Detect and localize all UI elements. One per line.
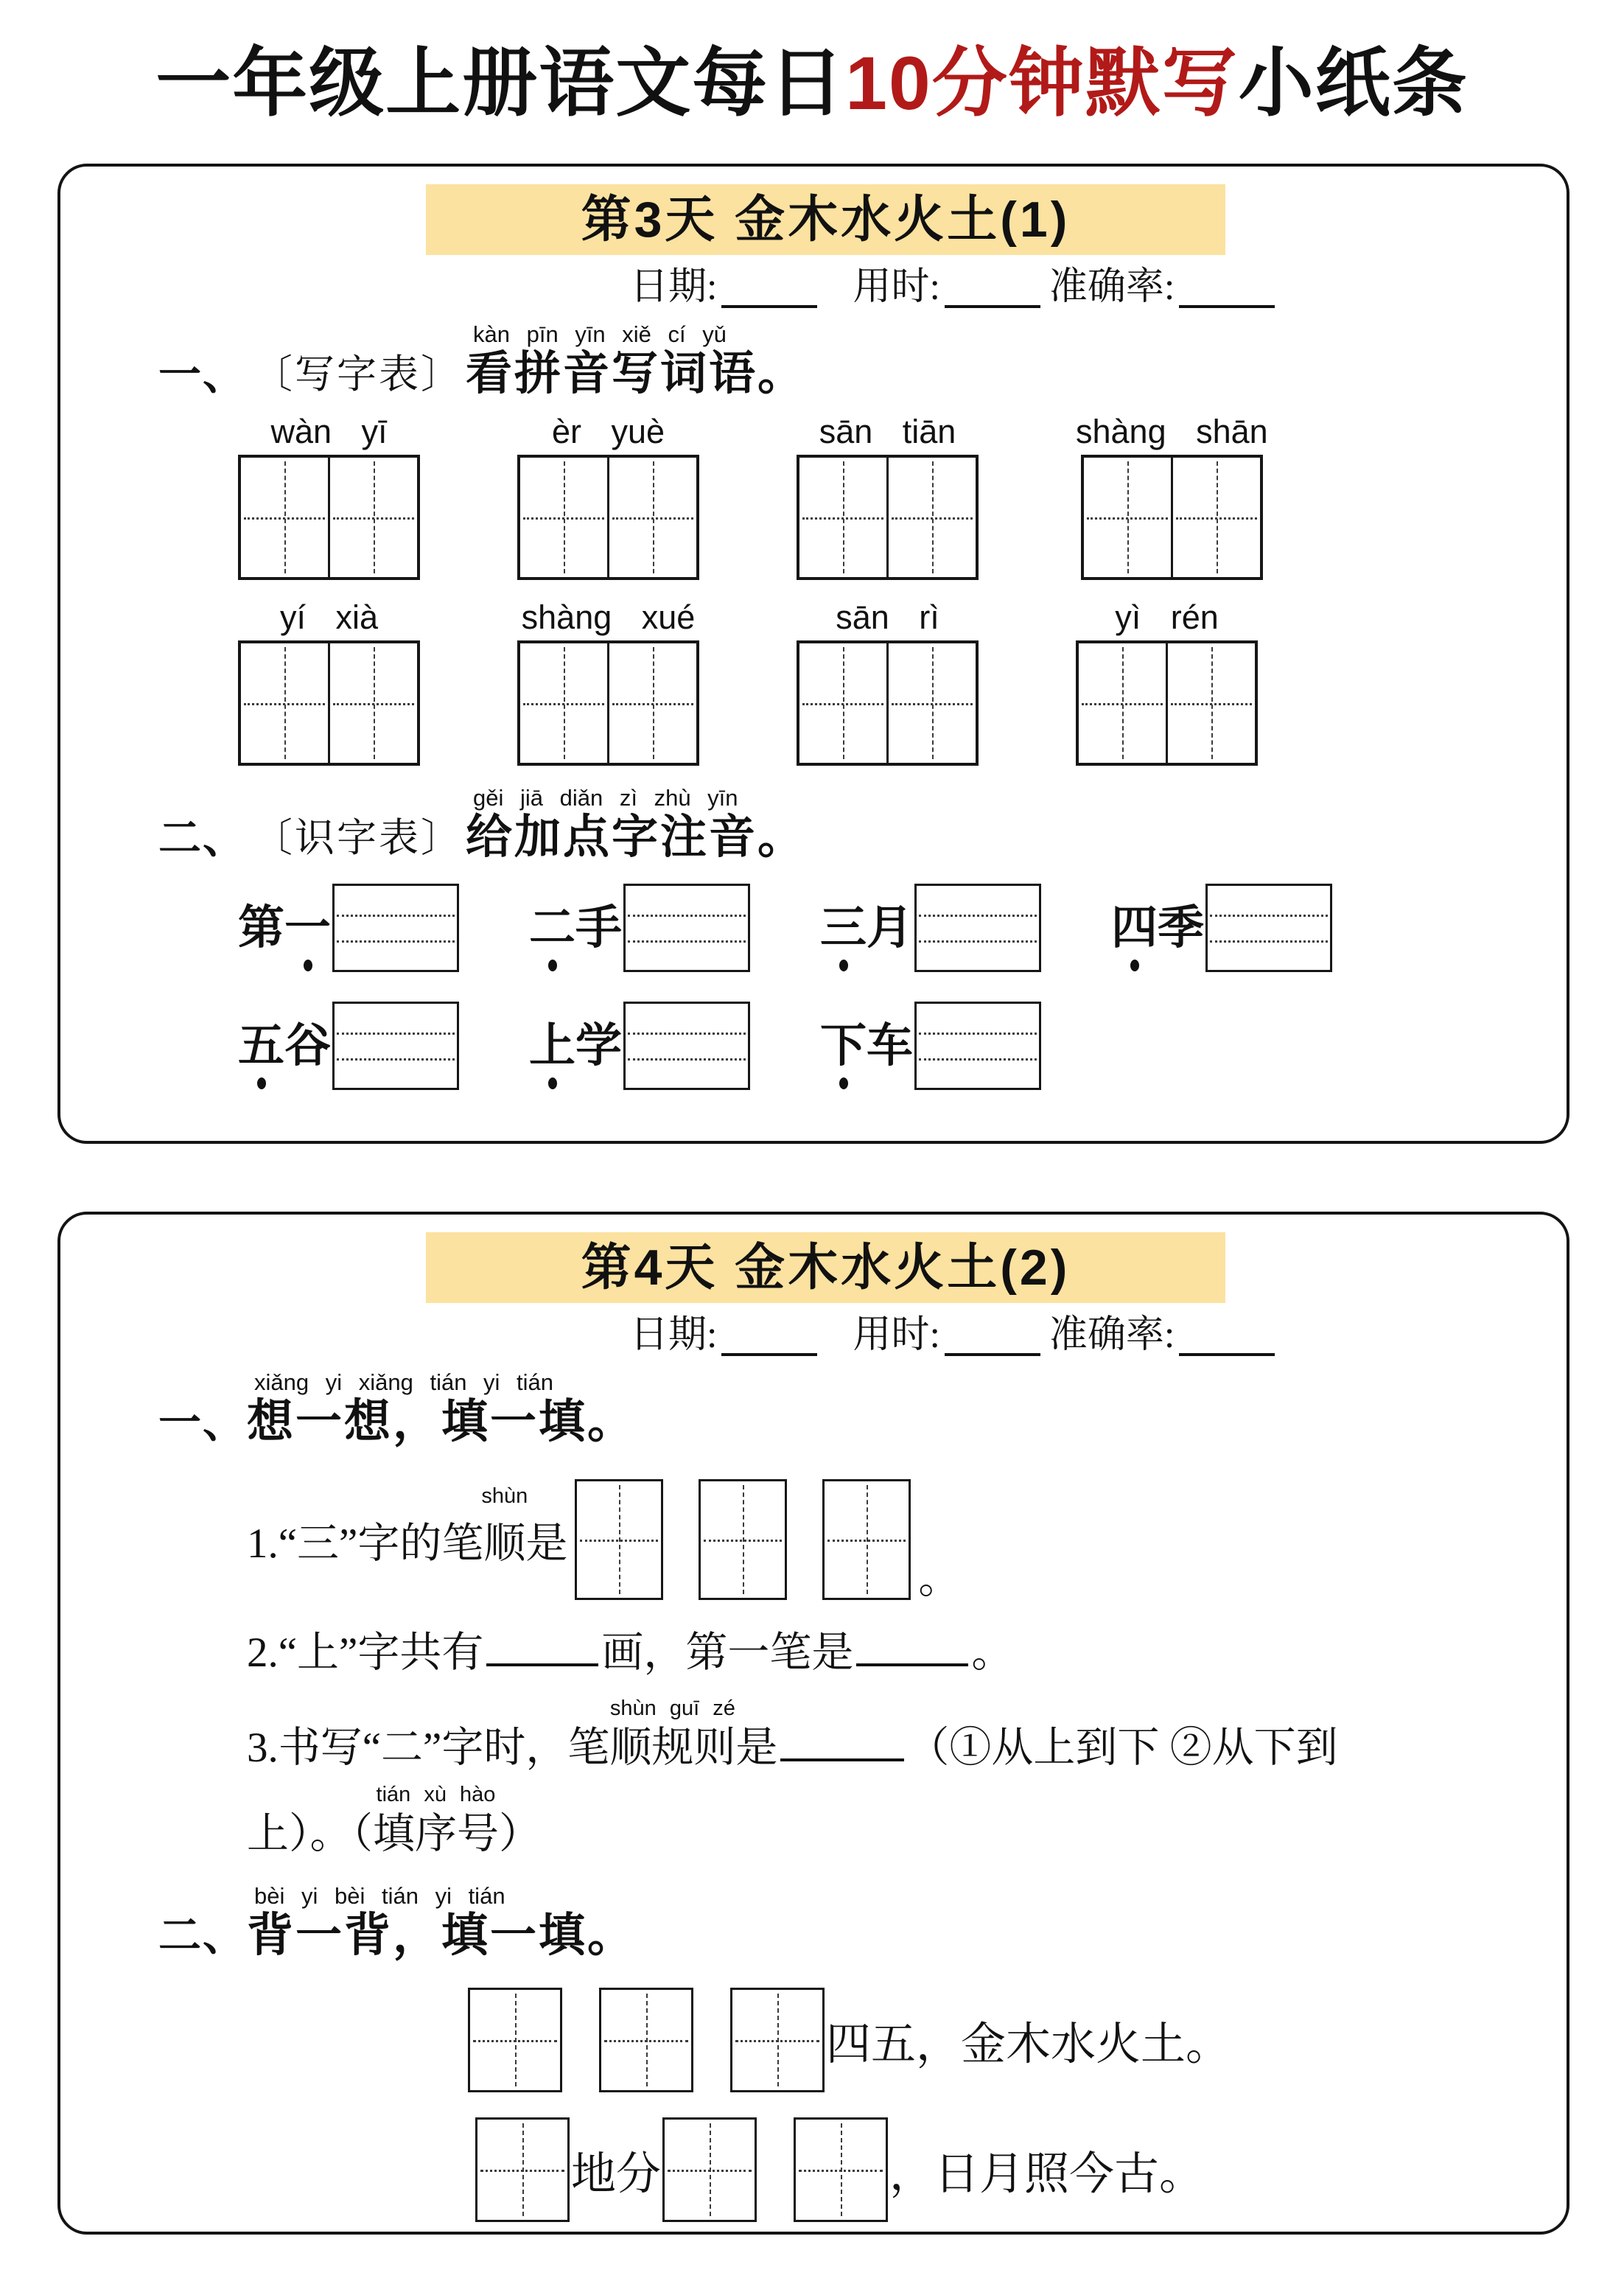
word-group <box>238 413 420 580</box>
word-char: 月 <box>867 902 913 954</box>
word-pinyin: yì rén <box>1115 598 1219 636</box>
zhuyin-item <box>238 884 459 972</box>
ruby-char <box>373 1783 499 1860</box>
answer-blank <box>486 1656 598 1666</box>
word-group <box>1076 413 1268 580</box>
tianzige-grid <box>238 455 420 580</box>
day4-section1-heading <box>158 1369 1493 1448</box>
tianzige-cell <box>520 643 607 763</box>
ruby-base: 顺规则 <box>609 1725 736 1772</box>
tianzige-grid <box>517 640 699 766</box>
tianzige-cell <box>475 2117 570 2222</box>
section-title-pinyin: kàn pīn yīn xiě cí yǔ <box>473 321 727 348</box>
question-period: 。 <box>971 1629 1014 1676</box>
tianzige-cell <box>520 458 607 577</box>
day4-section2-heading <box>158 1883 1493 1962</box>
tianzige-cell <box>241 643 328 763</box>
word-group <box>797 413 979 580</box>
section-title-pinyin: gěi jiā diǎn zì zhù yīn <box>473 784 738 811</box>
word-pinyin: sān rì <box>836 598 939 636</box>
section-title-pinyin: bèi yi bèi tián yi tián <box>254 1882 505 1909</box>
tianzige-cell <box>468 1988 562 2092</box>
day3-meta-row <box>158 267 1493 308</box>
tianzige-cell <box>799 643 886 763</box>
tianzige-grid <box>1081 455 1263 580</box>
tianzige-grid <box>797 455 979 580</box>
tianzige-cell <box>1079 643 1166 763</box>
verse-text: 地分 <box>571 2149 662 2199</box>
ruby-pinyin: tián xù hào <box>376 1783 496 1807</box>
dotted-char: 三 <box>820 902 867 954</box>
accuracy-blank <box>1179 273 1275 308</box>
zhuyin-item <box>529 1002 750 1090</box>
verse-text: ，日月照今古。 <box>889 2149 1205 2199</box>
tianzige-cell <box>599 1988 693 2092</box>
question-text-segment: 是 <box>525 1520 568 1567</box>
day3-section1-heading <box>158 321 1493 400</box>
question-text-segment: 上）。（ <box>247 1811 373 1858</box>
time-label: 用时: <box>853 1314 940 1357</box>
ruby-pinyin: shùn guī zé <box>609 1697 735 1721</box>
question-1-text <box>247 1484 568 1570</box>
answer-blank <box>856 1656 968 1666</box>
word-char: 手 <box>575 902 622 954</box>
word-pinyin: shàng shān <box>1076 412 1268 450</box>
page-title-highlight: 10分钟默写 <box>845 41 1239 125</box>
word-char: 车 <box>867 1020 913 1072</box>
question-3-line2 <box>247 1783 1493 1860</box>
word-group <box>517 413 699 580</box>
tianzige-grid <box>797 640 979 766</box>
zhuyin-item <box>820 884 1041 972</box>
question-text-segment: 1.“三”字的笔 <box>247 1520 484 1567</box>
word-char: 第 <box>238 902 284 954</box>
accuracy-label: 准确率: <box>1049 266 1175 309</box>
section-index: 一、 <box>158 1399 248 1447</box>
tianzige-grid <box>238 640 420 766</box>
word-group <box>1076 599 1258 766</box>
section-title: 给加点字注音。 <box>466 811 807 863</box>
question-text-segment: 3.书写“二”字时，笔 <box>247 1725 610 1772</box>
word-char: 学 <box>575 1020 622 1072</box>
time-blank <box>945 1321 1040 1356</box>
tianzige-cell <box>1171 458 1260 577</box>
word-group <box>797 599 979 766</box>
dotted-char: 二 <box>529 902 575 954</box>
pinyin-answer-box <box>914 884 1041 972</box>
dotted-char: 四 <box>1111 902 1158 954</box>
accuracy-blank <box>1179 1321 1275 1356</box>
zhuyin-item <box>529 884 750 972</box>
date-blank <box>721 273 817 308</box>
date-label: 日期: <box>630 1314 718 1357</box>
stroke-order-grids <box>575 1479 911 1600</box>
question-3-line1 <box>247 1697 1493 1774</box>
section-title: 背一背，填一填。 <box>247 1909 637 1961</box>
section-title-pinyin: xiǎng yi xiǎng tián yi tián <box>254 1369 554 1396</box>
section-title: 想一想，填一填。 <box>247 1396 637 1448</box>
question-period: 。 <box>918 1555 961 1602</box>
time-label: 用时: <box>853 266 940 309</box>
tianzige-cell <box>699 1479 787 1600</box>
pinyin-answer-box <box>623 884 750 972</box>
pinyin-answer-box <box>332 884 459 972</box>
day4-panel <box>57 1212 1569 2235</box>
word-pinyin: wàn yī <box>270 412 388 450</box>
tianzige-cell <box>822 1479 911 1600</box>
tianzige-cell <box>794 2117 888 2222</box>
word-group <box>238 599 420 766</box>
date-label: 日期: <box>630 266 718 309</box>
section-index: 二、 <box>158 814 248 862</box>
question-1 <box>247 1479 1493 1600</box>
tianzige-cell <box>328 643 417 763</box>
day3-section2-heading <box>158 785 1493 864</box>
answer-blank <box>780 1751 904 1761</box>
tianzige-cell <box>607 643 696 763</box>
pinyin-answer-box <box>1205 884 1332 972</box>
day4-banner: 第4天 金木水火土(2) <box>426 1232 1225 1303</box>
word-group <box>517 599 699 766</box>
word-pinyin: sān tiān <box>819 412 956 450</box>
tianzige-cell <box>607 458 696 577</box>
ruby-char <box>481 1484 528 1570</box>
dotted-char: 下 <box>820 1020 867 1072</box>
zhuyin-item <box>1111 884 1332 972</box>
question-text-segment: （①从上到下 ②从下到 <box>907 1725 1338 1772</box>
tianzige-cell <box>886 458 976 577</box>
ruby-pinyin: shùn <box>481 1484 528 1508</box>
tianzige-cell <box>799 458 886 577</box>
pinyin-answer-box <box>914 1002 1041 1090</box>
tianzige-grid <box>1076 640 1258 766</box>
day3-banner: 第3天 金木水火土(1) <box>426 184 1225 255</box>
word-pinyin: yí xià <box>279 598 379 636</box>
zhuyin-item <box>238 1002 459 1090</box>
dotted-char: 上 <box>529 1020 575 1072</box>
word-row-2 <box>238 599 1493 766</box>
section-index: 二、 <box>158 1912 248 1960</box>
question-text-segment: 画，第一笔是 <box>601 1629 854 1676</box>
verse-row-2 <box>475 2117 1493 2222</box>
question-2 <box>247 1627 1493 1679</box>
day4-meta-row <box>158 1315 1493 1356</box>
verse-text: 四五，金木水火土。 <box>826 2019 1231 2069</box>
tianzige-cell <box>575 1479 663 1600</box>
page-title-part2: 小纸条 <box>1238 41 1469 125</box>
page-title-part1: 一年级上册语文每日 <box>155 41 846 125</box>
ruby-char <box>609 1697 736 1774</box>
tianzige-cell <box>730 1988 825 2092</box>
zhuyin-row-2 <box>238 1002 1493 1090</box>
pinyin-answer-box <box>623 1002 750 1090</box>
tianzige-cell <box>662 2117 757 2222</box>
tianzige-cell <box>241 458 328 577</box>
question-text-segment: 是 <box>735 1725 778 1772</box>
tianzige-cell <box>1084 458 1171 577</box>
word-pinyin: èr yuè <box>551 412 665 450</box>
question-text-segment: 2.“上”字共有 <box>247 1629 484 1676</box>
dotted-char: 一 <box>284 902 331 954</box>
tianzige-cell <box>1166 643 1255 763</box>
page-title <box>0 0 1624 125</box>
word-pinyin: shàng xué <box>521 598 696 636</box>
word-char: 季 <box>1158 902 1204 954</box>
zhuyin-item <box>820 1002 1041 1090</box>
ruby-base: 顺 <box>483 1520 526 1567</box>
section-index: 一、 <box>158 351 248 399</box>
word-char: 谷 <box>284 1020 331 1072</box>
section-tag: 〔识字表〕 <box>253 815 463 860</box>
accuracy-label: 准确率: <box>1049 1314 1175 1357</box>
tianzige-cell <box>328 458 417 577</box>
pinyin-answer-box <box>332 1002 459 1090</box>
word-row-1 <box>238 413 1493 580</box>
tianzige-cell <box>886 643 976 763</box>
date-blank <box>721 1321 817 1356</box>
verse-row-1 <box>468 1988 1493 2092</box>
zhuyin-row-1 <box>238 884 1493 972</box>
section-tag: 〔写字表〕 <box>253 352 463 397</box>
section-title: 看拼音写词语。 <box>466 348 807 400</box>
time-blank <box>945 273 1040 308</box>
day3-panel <box>57 164 1569 1144</box>
question-text-segment: ） <box>499 1811 541 1858</box>
dotted-char: 五 <box>238 1020 284 1072</box>
ruby-base: 填序号 <box>373 1811 499 1858</box>
tianzige-grid <box>517 455 699 580</box>
